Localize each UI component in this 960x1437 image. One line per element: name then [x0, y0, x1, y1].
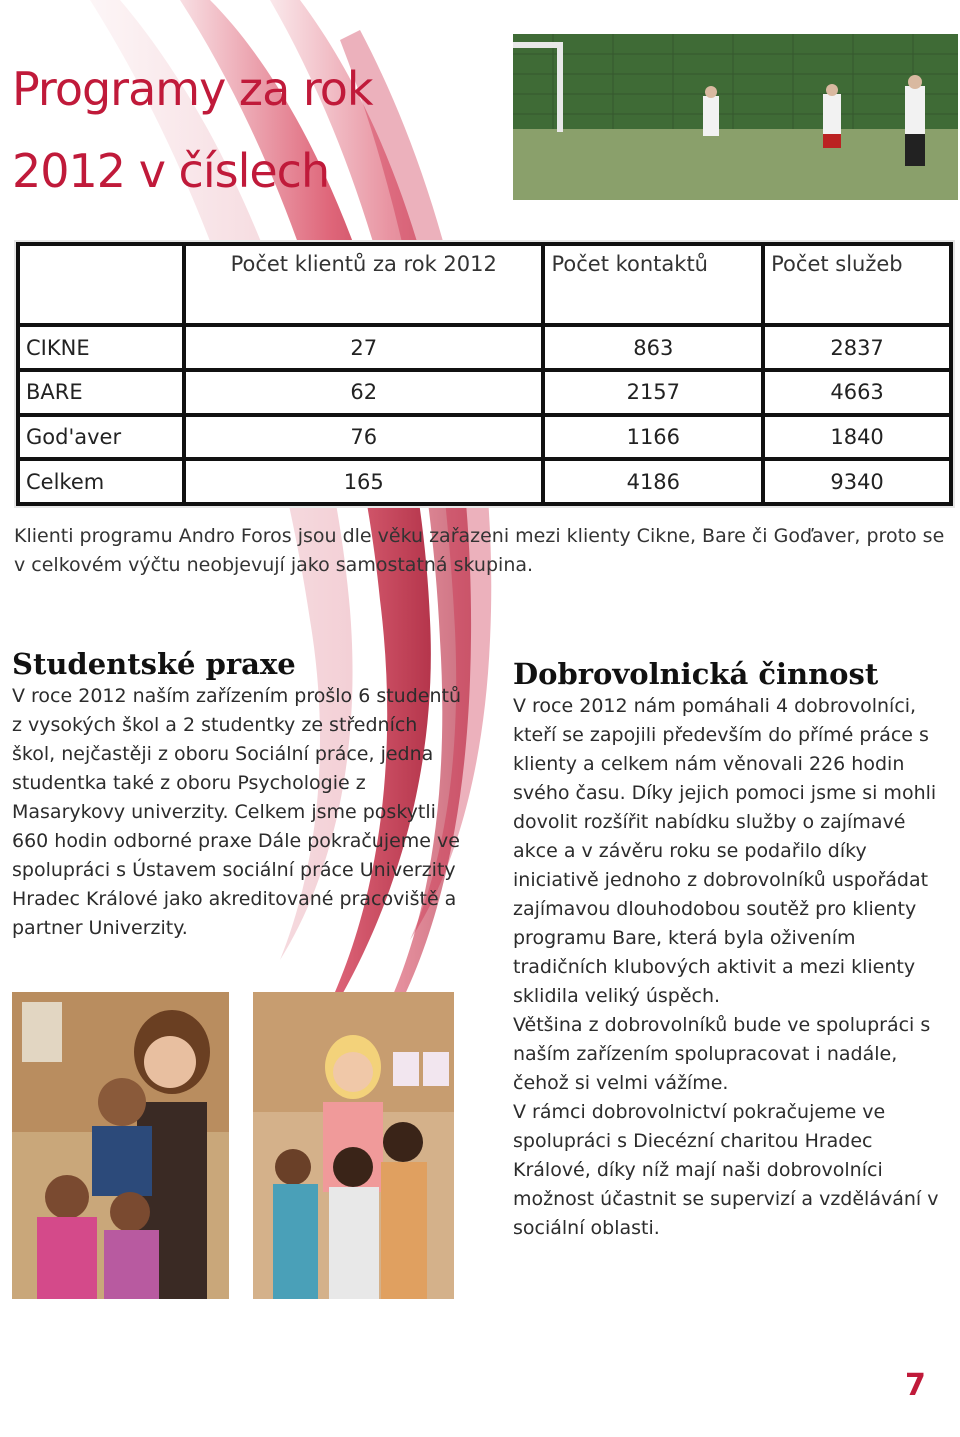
children-photo-image	[253, 992, 454, 1299]
row-label: God'aver	[18, 415, 184, 460]
cell-clients: 76	[184, 415, 543, 460]
page-title-line-1: Programy za rok	[12, 62, 373, 116]
cell-services: 2837	[763, 325, 951, 370]
cell-services: 4663	[763, 370, 951, 415]
page-title	[12, 48, 492, 212]
row-label: CIKNE	[18, 325, 184, 370]
cell-clients: 165	[184, 459, 543, 504]
cell-contacts: 4186	[543, 459, 763, 504]
statistics-table	[16, 242, 953, 506]
cell-contacts: 2157	[543, 370, 763, 415]
table-header-contacts: Počet kontaktů	[543, 244, 763, 325]
cell-services: 1840	[763, 415, 951, 460]
football-field-image	[513, 34, 958, 200]
table-header-empty	[18, 244, 184, 325]
students-section	[12, 646, 462, 943]
table-header-clients: Počet klientů za rok 2012	[184, 244, 543, 325]
row-label: Celkem	[18, 459, 184, 504]
children-photo-image	[12, 992, 229, 1299]
cell-clients: 62	[184, 370, 543, 415]
table-row	[18, 459, 951, 504]
table-note: Klienti programu Andro Foros jsou dle věku zařazeni mezi klienty Cikne, Bare či Goďaver, proto se v celkovém výčtu neobjevují jako samostatná skupina.	[14, 525, 945, 576]
photo-volunteer-with-children-2	[253, 992, 454, 1299]
table-row	[18, 415, 951, 460]
page-number: 7	[905, 1368, 926, 1403]
table-header-row	[18, 244, 951, 325]
students-section-title: Studentské praxe	[12, 647, 296, 681]
volunteer-paragraph: V roce 2012 nám pomáhali 4 dobrovolníci, kteří se zapojili především do přímé práce s klienty a celkem nám věnovali 226 hodin svého času. Díky jejich pomoci jsme si mohli dovolit rozšířit nabídku služby o zajímavé akce a v závěru roku se podařilo díky iniciativě jednoho z dobrovolníků uspořádat zajímavou dlouhodobou soutěž pro klienty programu Bare, která byla oživením tradičních klubových aktivit a mezi klienty sklidila veliký úspěch.	[513, 695, 937, 1007]
table-row	[18, 325, 951, 370]
cell-contacts: 863	[543, 325, 763, 370]
row-label: BARE	[18, 370, 184, 415]
photo-volunteer-with-children-1	[12, 992, 229, 1299]
statistics-table-container	[14, 240, 955, 508]
cell-contacts: 1166	[543, 415, 763, 460]
volunteer-section	[513, 656, 953, 1243]
table-row	[18, 370, 951, 415]
volunteer-paragraph: V rámci dobrovolnictví pokračujeme ve spolupráci s Diecézní charitou Hradec Králové, díky níž mají naši dobrovolníci možnost účastnit se supervizí a vzdělávání v sociální oblasti.	[513, 1101, 939, 1239]
volunteer-section-title: Dobrovolnická činnost	[513, 657, 879, 691]
cell-services: 9340	[763, 459, 951, 504]
students-section-text: V roce 2012 naším zařízením prošlo 6 studentů z vysokých škol a 2 studentky ze středních škol, nejčastěji z oboru Sociální práce, jedna studentka také z oboru Psychologie z Masarykovy univerzity. Celkem jsme poskytli 660 hodin odborné praxe Dále pokračujeme ve spolupráci s Ústavem sociální práce Univerzity Hradec Králové jako akreditované pracoviště a partner Univerzity.	[12, 685, 461, 939]
table-header-services: Počet služeb	[763, 244, 951, 325]
photo-football-field	[513, 34, 958, 200]
volunteer-paragraph: Většina z dobrovolníků bude ve spolupráci s naším zařízením spolupracovat i nadále, čehož si velmi vážíme.	[513, 1014, 931, 1094]
page-title-line-2: 2012 v číslech	[12, 144, 330, 198]
cell-clients: 27	[184, 325, 543, 370]
